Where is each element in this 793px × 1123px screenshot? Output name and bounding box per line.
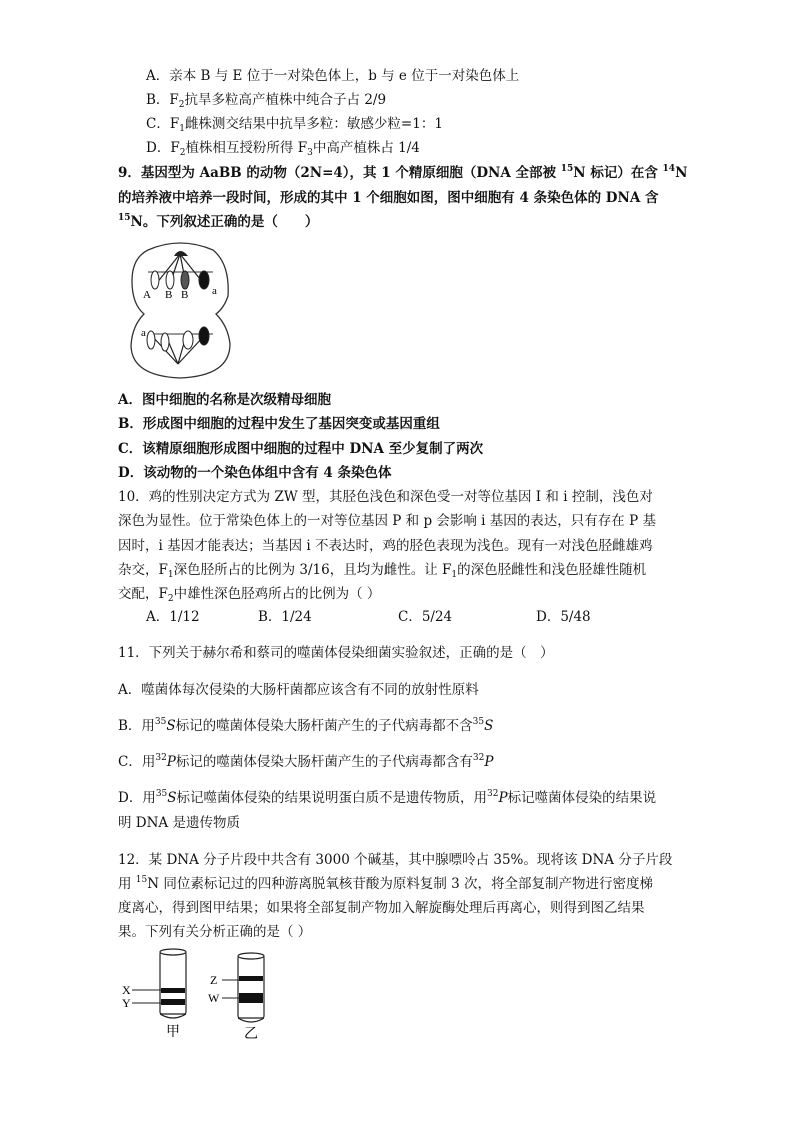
q10-choice-a: A．1/12 [146,609,200,625]
q9-option-b: B．形成图中细胞的过程中发生了基因突变或基因重组 [118,416,440,432]
label-w: W [208,991,220,1005]
q9-cell-figure [118,236,243,381]
q9-option-a: A．图中细胞的名称是次级精母细胞 [118,392,331,408]
q9-stem-line2: 的培养液中培养一段时间，形成的其中 1 个细胞如图，图中细胞有 4 条染色体的 DNA 含 [118,190,659,206]
q10-stem-line3: 因时，i 基因才能表达；当基因 i 不表达时，鸡的胫色表现为浅色。现有一对浅色胫雌雄鸡 [118,538,653,554]
label-z: Z [210,973,218,987]
q10-choice-b: B．1/24 [258,609,312,625]
q12-stem-line2: 用 $^{15}$N 同位素标记过的四种游离脱氧核苷酸为原料复制 3 次，将全部复制产物进行密度梯 [118,875,654,892]
q11-option-b: B．用$^{35}$S标记的噬菌体侵染大肠杆菌产生的子代病毒都不含$^{35}$S [118,717,494,734]
q10-stem-line4: 杂交，$F_1$深色胫所占的比例为 3/16，且均为雌性。让 $F_1$的深色胫雌性和浅色胫雄性随机 [118,562,647,580]
q9-stem-line3: $^{15}$N。下列叙述正确的是（ ） [118,213,319,230]
q8-option-a: A．亲本 B 与 E 位于一对染色体上，b 与 e 位于一对染色体上 [146,68,520,84]
gene-label-B1: B [165,289,173,301]
label-y: Y [122,996,131,1010]
q10-stem-line1: 10．鸡的性别决定方式为 ZW 型，其胫色浅色和深色受一对等位基因 I 和 i 控制，浅色对 [118,489,653,505]
label-jia: 甲 [166,1024,180,1040]
gene-label-a1: a [212,285,217,297]
q11-option-d-line1: D．用$^{35}$S标记噬菌体侵染的结果说明蛋白质不是遗传物质，用$^{32}$P标记噬菌体侵染的结果说 [118,789,657,806]
band-y [161,999,185,1005]
q12-stem-line1: 12．某 DNA 分子片段中共含有 3000 个碱基，其中腺嘌呤占 35%。现将该 DNA 分子片段 [118,852,673,868]
gene-label-a2: a [141,327,146,339]
q12-stem-line4: 果。下列有关分析正确的是（ ） [118,924,312,940]
q9-option-c: C．该精原细胞形成图中细胞的过程中 DNA 至少复制了两次 [118,441,484,457]
q12-stem-line3: 度离心，得到图甲结果；如果将全部复制产物加入解旋酶处理后再离心，则得到图乙结果 [118,900,645,916]
q10-choice-c: C．5/24 [398,609,453,625]
q8-option-d: D．$F_2$植株相互授粉所得 $F_3$中高产植株占 1/4 [146,140,420,158]
q11-stem: 11．下列关于赫尔希和蔡司的噬菌体侵染细菌实验叙述，正确的是（ ） [118,645,554,661]
band-w [239,993,263,1003]
q8-option-b: B．$F_2$抗旱多粒高产植株中纯合子占 2/9 [146,92,387,110]
q10-stem-line5: 交配，$F_2$中雄性深色胫鸡所占的比例为（ ） [118,586,381,604]
q10-choice-d: D．5/48 [536,609,591,625]
q11-option-c: C．用$^{32}$P标记的噬菌体侵染大肠杆菌产生的子代病毒都含有$^{32}$P [118,753,494,770]
gene-label-B2: B [181,289,189,301]
q9-option-d: D．该动物的一个染色体组中含有 4 条染色体 [118,465,392,481]
gene-label-A: A [143,289,151,301]
q9-stem-line1: 9．基因型为 AaBB 的动物（2N=4），其 1 个精原细胞（DNA 全部被 $^{15}$N 标记）在含 $^{14}$N [118,164,688,181]
label-yi: 乙 [244,1026,258,1041]
label-x: X [122,983,131,997]
band-x [161,988,185,993]
q12-centrifuge-figure [118,946,278,1041]
q10-stem-line2: 深色为显性。位于常染色体上的一对等位基因 P 和 p 会影响 i 基因的表达，只有存在 P 基 [118,513,656,529]
q10-choices [146,607,646,627]
q11-option-d-line2: 明 DNA 是遗传物质 [118,815,240,831]
q8-option-c: C．$F_1$雌株测交结果中抗旱多粒：敏感少粒=1：1 [146,116,443,134]
band-z [239,976,263,981]
q11-option-a: A．噬菌体每次侵染的大肠杆菌都应该含有不同的放射性原料 [118,682,479,698]
